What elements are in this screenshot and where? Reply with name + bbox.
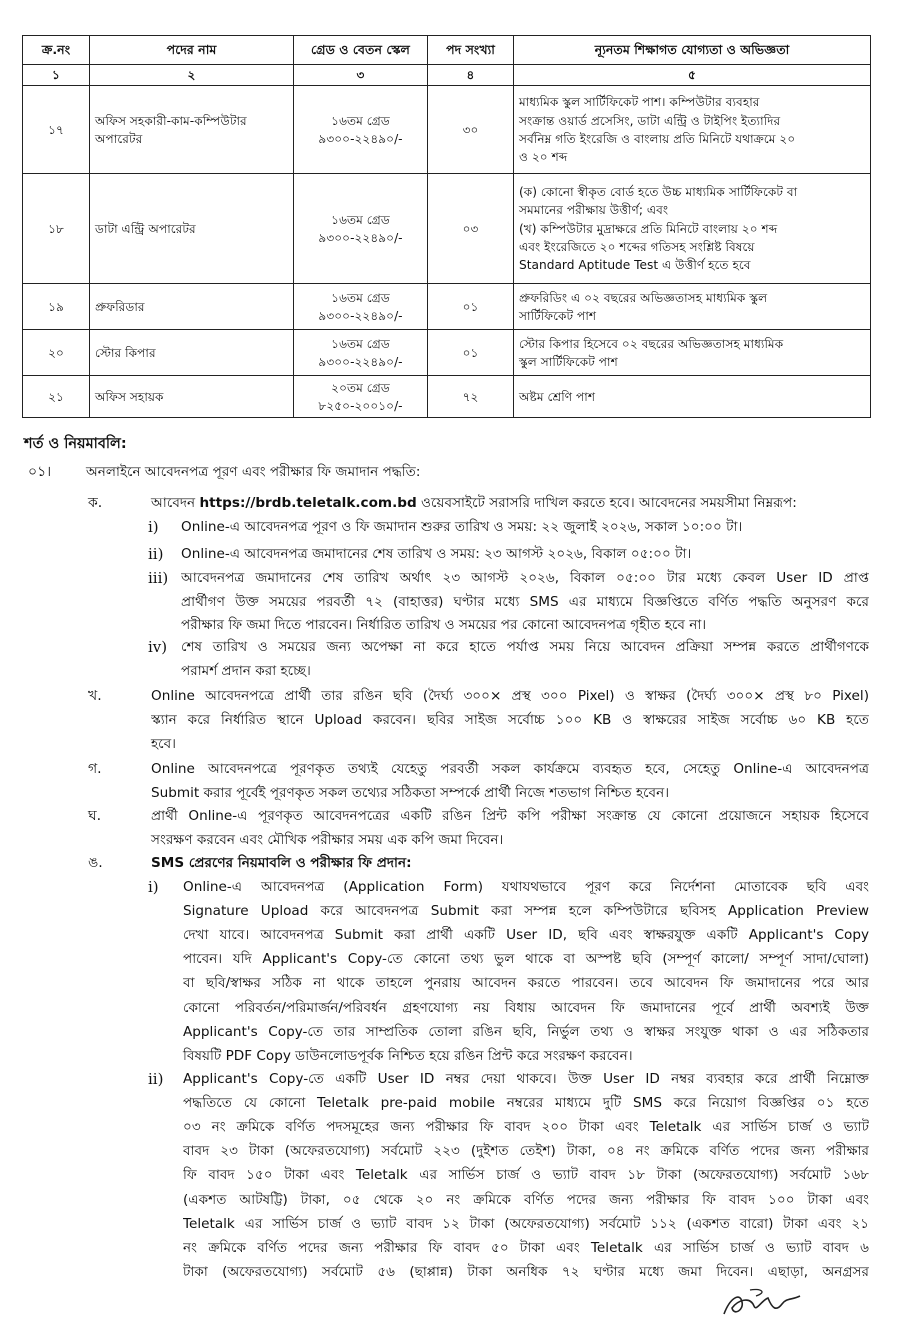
posts-table	[22, 35, 871, 418]
grade-scale-line: ৯৩০০-২২৪৯০/-	[318, 230, 403, 245]
cell-grade-scale	[294, 174, 428, 284]
table-row	[23, 86, 871, 174]
cell-post-count: ৭২	[428, 376, 514, 418]
grade-scale-line: ৯৩০০-২২৪৯০/-	[318, 308, 403, 323]
item-01-number: ০১।	[28, 464, 52, 480]
header-grade-scale: গ্রেড ও বেতন স্কেল	[294, 36, 428, 65]
cell-serial: ১৭	[23, 86, 90, 174]
qualification-line: সংক্রান্ত ওয়ার্ড প্রসেসিং, ডাটা এন্ট্রি ও টাইপিং ইত্যাদির	[519, 113, 781, 128]
qualification-line: স্টোর কিপার হিসেবে ০২ বছরের অভিজ্ঞতাসহ মাধ্যমিক	[519, 336, 784, 351]
item-kha-line: Online আবেদনপত্রে প্রার্থী তার রঙিন ছবি (দৈর্ঘ্য ৩০০× প্রস্থ ৩০০ Pixel) ও স্বাক্ষর (দৈর্ঘ্য ৩০০× প্রস্থ ৮০ Pixel)	[151, 688, 869, 704]
cell-post-count: ০১	[428, 330, 514, 376]
post-name-line: স্টোর কিপার	[95, 345, 156, 360]
cell-qualification	[514, 330, 871, 376]
qualification-line: (খ) কম্পিউটার মুদ্রাক্ষরে প্রতি মিনিটে বাংলায় ২০ শব্দ	[519, 221, 778, 236]
roman-numeral: iv)	[148, 638, 168, 656]
cell-post-name	[90, 174, 294, 284]
roman-numeral: i)	[148, 518, 159, 536]
qualification-line: প্রুফরিডিং এ ০২ বছরের অভিজ্ঞতাসহ মাধ্যমিক স্কুল	[519, 290, 768, 305]
column-number: ৩	[294, 65, 428, 86]
cell-grade-scale	[294, 376, 428, 418]
table-row	[23, 376, 871, 418]
item-ga-label: গ.	[88, 761, 102, 777]
table-header-row	[23, 36, 871, 65]
grade-scale-line: ১৬তম গ্রেড	[331, 113, 390, 128]
qualification-line: (ক) কোনো স্বীকৃত বোর্ড হতে উচ্চ মাধ্যমিক সার্টিফিকেট বা	[519, 185, 798, 200]
qualification-line: ও ২০ শব্দ	[519, 150, 568, 165]
umo-item-line: বা ছবি/স্বাক্ষর সঠিক না থাকে তাহলে পুনরায় আবেদন করতে পারবেন। তবে আবেদন ফি জমাদানের পরে আর	[183, 975, 869, 992]
header-post-name: পদের নাম	[90, 36, 294, 65]
grade-scale-line: ৯৩০০-২২৪৯০/-	[318, 131, 403, 146]
item-ga-line: Submit করার পূর্বেই পূরণকৃত সকল তথ্যের সঠিকতা সম্পর্কে প্রার্থী নিজে শতভাগ নিশ্চিত হবেন।	[151, 785, 670, 801]
umo-item-line: বিষয়টি PDF Copy ডাউনলোডপূর্বক নিশ্চিত হয়ে রঙিন প্রিন্ট করে সংরক্ষণ করবেন।	[183, 1047, 633, 1064]
umo-item-line: পদ্ধতিতে যে কোনো Teletalk pre-paid mobile নম্বরের মাধ্যমে দুটি SMS করে নিয়োগ বিজ্ঞপ্তির ০১ হতে	[183, 1095, 869, 1112]
grade-scale-line: ১৬তম গ্রেড	[331, 212, 390, 227]
umo-item-line: পাবেন। যদি Applicant's Copy-তে কোনো তথ্য ভুল থাকে বা অস্পষ্ট ছবি (সম্পূর্ণ কালো/ সম্পূর্ণ সাদা/ঘোলা)	[183, 951, 869, 968]
post-name-line: প্রুফরিডার	[95, 299, 145, 314]
grade-scale-line: ২০তম গ্রেড	[331, 380, 390, 395]
table-row	[23, 330, 871, 376]
item-gha-line: প্রার্থী Online-এ পূরণকৃত আবেদনপত্রের একটি রঙিন প্রিন্ট কপি পরীক্ষা সংক্রান্ত যে কোনো প্রয়োজনে সহায়ক হিসেবে	[151, 808, 869, 824]
ka-item-line: প্রার্থীগণ উক্ত সময়ের পরবর্তী ৭২ (বাহাত্তর) ঘণ্টার মধ্যে SMS এর মাধ্যমে বিজ্ঞপ্তিতে বর্ণিত পদ্ধতি অনুসরণ করে	[181, 593, 869, 610]
cell-serial: ১৯	[23, 284, 90, 330]
item-kha-line: হবে।	[151, 736, 177, 752]
table-row	[23, 284, 871, 330]
header-post-count: পদ সংখ্যা	[428, 36, 514, 65]
cell-serial: ২১	[23, 376, 90, 418]
cell-grade-scale	[294, 330, 428, 376]
item-ka-text: আবেদন https://brdb.teletalk.com.bd ওয়েবসাইটে সরাসরি দাখিল করতে হবে। আবেদনের সময়সীমা নিম্নরূপ:	[151, 495, 797, 511]
table-row	[23, 174, 871, 284]
grade-scale-line: ৮২৫০-২০০১০/-	[318, 398, 403, 413]
item-gha-label: ঘ.	[88, 808, 102, 824]
item-kha-line: স্ক্যান করে নির্ধারিত স্থানে Upload করবেন। ছবির সাইজ সর্বোচ্চ ১০০ KB ও স্বাক্ষরের সাইজ সর্বোচ্চ ৬০ KB হতে	[151, 712, 869, 728]
qualification-line: স্কুল সার্টিফিকেট পাশ	[519, 354, 618, 369]
cell-post-name	[90, 330, 294, 376]
grade-scale-line: ১৬তম গ্রেড	[331, 336, 390, 351]
post-name-line: অপারেটর	[95, 131, 143, 146]
ka-item-line: পরামর্শ প্রদান করা হচ্ছে।	[181, 662, 311, 679]
cell-qualification	[514, 174, 871, 284]
qualification-line: সর্বনিম্ন গতি ইংরেজি ও বাংলায় প্রতি মিনিটে যথাক্রমে ২০	[519, 131, 796, 146]
ka-item-line: Online-এ আবেদনপত্র জমাদানের শেষ তারিখ ও সময়: ২৩ আগস্ট ২০২৬, বিকাল ০৫:০০ টা।	[181, 546, 692, 562]
roman-numeral: ii)	[148, 545, 164, 563]
grade-scale-line: ৯৩০০-২২৪৯০/-	[318, 354, 403, 369]
qualification-line: অষ্টম শ্রেণি পাশ	[519, 389, 596, 404]
cell-qualification	[514, 284, 871, 330]
item-ga-line: Online আবেদনপত্রে পূরণকৃত তথ্যই যেহেতু পরবর্তী সকল কার্যক্রমে ব্যবহৃত হবে, সেহেতু Online-এ আবেদনপত্র	[151, 761, 869, 777]
header-qualification: ন্যূনতম শিক্ষাগত যোগ্যতা ও অভিজ্ঞতা	[514, 36, 871, 65]
umo-item-line: ফি বাবদ ১৫০ টাকা এবং Teletalk এর সার্ভিস চার্জ ও ভ্যাট বাবদ ১৮ টাকা (অফেরতযোগ্য) সর্বমোট ১৬৮	[183, 1167, 869, 1184]
column-number-row	[23, 65, 871, 86]
umo-item-line: টাকা (অফেরতযোগ্য) সর্বমোট ৫৬ (ছাপ্পান্ন) টাকা অনধিক ৭২ ঘণ্টার মধ্যে জমা দিবেন। এছাড়া, অনগ্রসর	[183, 1263, 869, 1280]
section-title: শর্ত ও নিয়মাবলি:	[24, 436, 127, 452]
umo-item-line: Signature Upload করে আবেদনপত্র Submit করা সম্পন্ন হলে কম্পিউটারে ছবিসহ Application Preview	[183, 903, 869, 920]
cell-post-count: ০১	[428, 284, 514, 330]
ka-item-line: পরীক্ষার ফি জমা দিতে পারবেন। নির্ধারিত তারিখ ও সময়ের পর কোনো আবেদনপত্র গৃহীত হবে না।	[181, 617, 707, 633]
item-gha-line: সংরক্ষণ করবেন এবং মৌখিক পরীক্ষার সময় এক কপি জমা দিবেন।	[151, 832, 504, 848]
ka-item-line: Online-এ আবেদনপত্র পূরণ ও ফি জমাদান শুরুর তারিখ ও সময়: ২২ জুলাই ২০২৬, সকাল ১০:০০ টা।	[181, 519, 743, 535]
umo-item-line: Online-এ আবেদনপত্র (Application Form) যথাযথভাবে পূরণ করে নির্দেশনা মোতাবেক ছবি এবং	[183, 879, 869, 895]
umo-item-line: কোনো পরিবর্তন/পরিমার্জন/পরিবর্ধন গ্রহণযোগ্য নয় বিধায় আবেদন ফি জমাদানের পূর্বে প্রার্থী অবশ্যই উক্ত	[183, 999, 869, 1016]
qualification-line: এবং ইংরেজিতে ২০ শব্দের গতিসহ সংশ্লিষ্ট বিষয়ে	[519, 239, 755, 254]
cell-post-count: ০৩	[428, 174, 514, 284]
item-umo-title: SMS প্রেরণের নিয়মাবলি ও পরীক্ষার ফি প্রদান:	[151, 855, 412, 871]
post-name-line: অফিস সহায়ক	[95, 389, 164, 404]
qualification-line: সমমানের পরীক্ষায় উত্তীর্ণ; এবং	[519, 203, 669, 218]
cell-qualification	[514, 376, 871, 418]
item-01-title: অনলাইনে আবেদনপত্র পূরণ এবং পরীক্ষার ফি জমাদান পদ্ধতি:	[86, 464, 421, 480]
umo-item-line: Applicant's Copy-তে তার সাম্প্রতিক তোলা রঙিন ছবি, নির্ভুল তথ্য ও স্বাক্ষর সংযুক্ত থাকা ও এর সঠিকতার	[183, 1023, 869, 1040]
column-number: ২	[90, 65, 294, 86]
roman-numeral: i)	[148, 878, 159, 896]
ka-item-line: শেষ তারিখ ও সময়ের জন্য অপেক্ষা না করে হাতে পর্যাপ্ত সময় নিয়ে আবেদন প্রক্রিয়া সম্পন্ন করতে প্রার্থীগণকে	[181, 639, 869, 655]
cell-post-count: ৩০	[428, 86, 514, 174]
qualification-line: মাধ্যমিক স্কুল সার্টিফিকেট পাশ। কম্পিউটার ব্যবহার	[519, 95, 760, 110]
umo-item-line: নং ক্রমিকে বর্ণিত পদের জন্য পরীক্ষার ফি বাবদ ৫০ টাকা এবং Teletalk এর সার্ভিস চার্জ ও ভ্যাট বাবদ ৬	[183, 1239, 869, 1256]
cell-post-name	[90, 376, 294, 418]
item-kha-label: খ.	[88, 688, 102, 704]
cell-post-name	[90, 284, 294, 330]
item-umo-label: ঙ.	[88, 855, 103, 871]
umo-item-line: (একশত আটষট্টি) টাকা, ০৫ থেকে ২০ নং ক্রমিকে বর্ণিত পদের জন্য পরীক্ষার ফি বাবদ ১০০ টাকা এবং	[183, 1191, 869, 1208]
ka-item-line: আবেদনপত্র জমাদানের শেষ তারিখ অর্থাৎ ২৩ আগস্ট ২০২৬, বিকাল ০৫:০০ টার মধ্যে কেবল User ID প্রাপ্ত	[181, 570, 869, 586]
post-name-line: ডাটা এন্ট্রি অপারেটর	[95, 221, 196, 236]
roman-numeral: ii)	[148, 1070, 164, 1088]
grade-scale-line: ১৬তম গ্রেড	[331, 290, 390, 305]
umo-item-line: Applicant's Copy-তে একটি User ID নম্বর দেয়া থাকবে। উক্ত User ID নম্বর ব্যবহার করে প্রার্থী নিম্নোক্ত	[183, 1071, 869, 1087]
column-number: ১	[23, 65, 90, 86]
umo-item-line: Teletalk এর সার্ভিস চার্জ ও ভ্যাট বাবদ ১২ টাকা (অফেরতযোগ্য) সর্বমোট ১১২ (একশত বারো) টাকা এবং ২১	[183, 1215, 869, 1232]
header-serial: ক্র.নং	[23, 36, 90, 65]
umo-item-line: দেখা যাবে। আবেদনপত্র Submit করা প্রার্থী একটি User ID, ছবি এবং স্বাক্ষরযুক্ত একটি Applicant's Copy	[183, 927, 869, 944]
qualification-line: Standard Aptitude Test এ উত্তীর্ণ হতে হবে	[519, 258, 751, 273]
item-ka-label: ক.	[88, 495, 103, 511]
cell-qualification	[514, 86, 871, 174]
qualification-line: সার্টিফিকেট পাশ	[519, 308, 597, 323]
cell-grade-scale	[294, 86, 428, 174]
umo-item-line: বাবদ ২৩ টাকা (অফেরতযোগ্য) সর্বমোট ২২৩ (দুইশত তেইশ) টাকা, ০৪ নং ক্রমিকে বর্ণিত পদের জন্য পরীক্ষার	[183, 1143, 869, 1160]
cell-serial: ১৮	[23, 174, 90, 284]
column-number: ৫	[514, 65, 871, 86]
umo-item-line: ০৩ নং ক্রমিকে বর্ণিত পদসমূহের জন্য পরীক্ষার ফি বাবদ ২০০ টাকা এবং Teletalk এর সার্ভিস চার্জ ও ভ্যাট	[183, 1119, 869, 1136]
cell-grade-scale	[294, 284, 428, 330]
application-url[interactable]: https://brdb.teletalk.com.bd	[199, 495, 417, 511]
roman-numeral: iii)	[148, 569, 169, 587]
post-name-line: অফিস সহকারী-কাম-কম্পিউটার	[95, 113, 247, 128]
cell-post-name	[90, 86, 294, 174]
column-number: ৪	[428, 65, 514, 86]
signature-mark	[716, 1288, 806, 1318]
cell-serial: ২০	[23, 330, 90, 376]
